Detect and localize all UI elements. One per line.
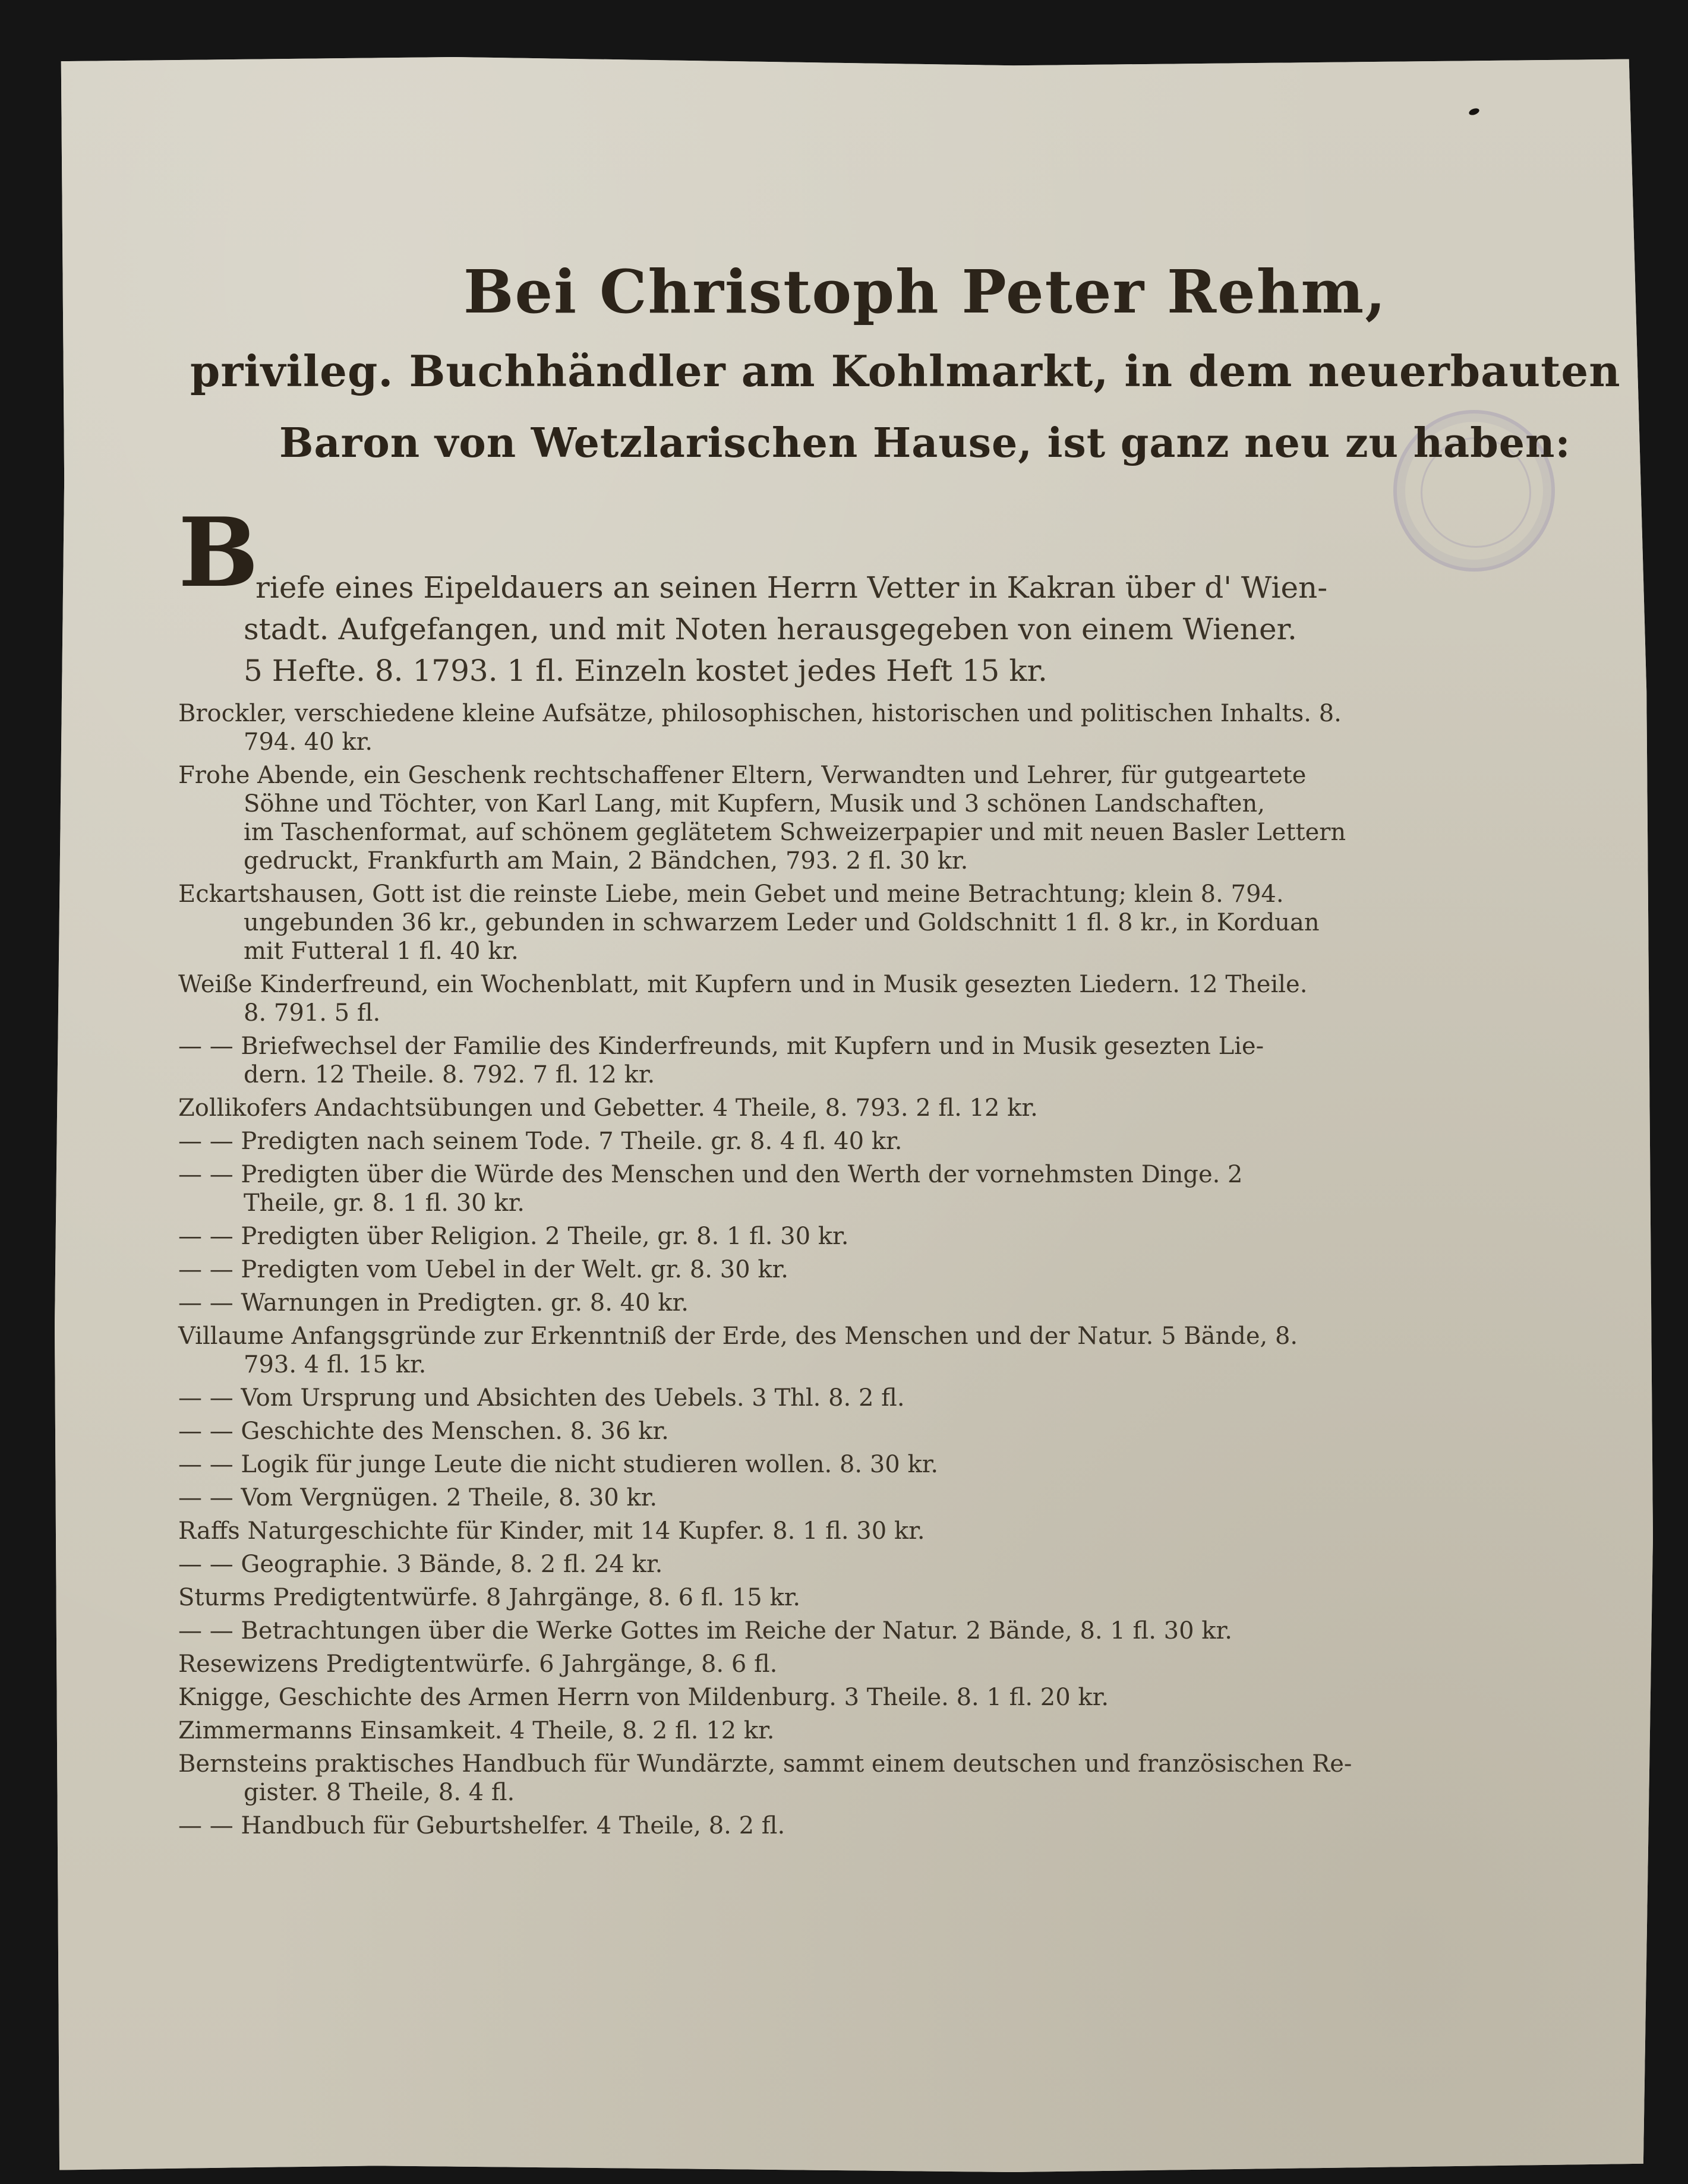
book-entry-line: — — Predigten über die Würde des Menschen und den Werth der vornehmsten Dinge. 2 [178,1161,1243,1188]
book-entry-line: — — Predigten nach seinem Tode. 7 Theile. gr. 8. 4 fl. 40 kr. [178,1128,903,1155]
book-entry-line: — — Warnungen in Predigten. gr. 8. 40 kr. [178,1289,689,1317]
book-entry-line: — — Logik für junge Leute die nicht studieren wollen. 8. 30 kr. [178,1451,939,1478]
book-entry-line: — — Handbuch für Geburtshelfer. 4 Theile, 8. 2 fl. [178,1812,785,1839]
book-entry-line: dern. 12 Theile. 8. 792. 7 fl. 12 kr. [244,1061,655,1088]
book-entry-line: gister. 8 Theile, 8. 4 fl. [244,1779,515,1806]
book-entry-line: — — Geschichte des Menschen. 8. 36 kr. [178,1418,669,1445]
book-entry-line: — — Predigten über Religion. 2 Theile, gr. 8. 1 fl. 30 kr. [178,1223,849,1250]
book-entry-line: Eckartshausen, Gott ist die reinste Liebe, mein Gebet und meine Betrachtung; klein 8. 794. [178,880,1284,908]
book-entry-line: gedruckt, Frankfurth am Main, 2 Bändchen, 793. 2 fl. 30 kr. [244,847,968,875]
book-entry-line: Weiße Kinderfreund, ein Wochenblatt, mit Kupfern und in Musik gesezten Liedern. 12 Theile. [178,971,1308,998]
book-entry-line: Zimmermanns Einsamkeit. 4 Theile, 8. 2 fl. 12 kr. [178,1717,775,1744]
book-entry-line: mit Futteral 1 fl. 40 kr. [244,938,519,965]
book-entry-line: Resewizens Predigtentwürfe. 6 Jahrgänge, 8. 6 fl. [178,1650,778,1678]
book-entry-line: 793. 4 fl. 15 kr. [244,1351,427,1378]
book-entry-line: — — Vom Ursprung und Absichten des Uebels. 3 Thl. 8. 2 fl. [178,1384,905,1412]
book-entry-line: Bernsteins praktisches Handbuch für Wundärzte, sammt einem deutschen und französischen Re- [178,1750,1352,1778]
book-entry-line: — — Betrachtungen über die Werke Gottes im Reiche der Natur. 2 Bände, 8. 1 fl. 30 kr. [178,1617,1232,1645]
book-entry-line: Raffs Naturgeschichte für Kinder, mit 14 Kupfer. 8. 1 fl. 30 kr. [178,1517,925,1545]
book-entry-line: 8. 791. 5 fl. [244,999,381,1027]
book-entry-line: 794. 40 kr. [244,728,373,756]
book-entry-line: im Taschenformat, auf schönem geglätetem Schweizerpapier und mit neuen Basler Lettern [244,819,1346,846]
intro-line: 5 Hefte. 8. 1793. 1 fl. Einzeln kostet jedes Heft 15 kr. [244,654,1047,688]
intro-line: riefe eines Eipeldauers an seinen Herrn Vetter in Kakran über d' Wien- [255,570,1328,605]
book-entry-line: Frohe Abende, ein Geschenk rechtschaffener Eltern, Verwandten und Lehrer, für gutgeartete [178,762,1307,789]
book-entry-line: — — Vom Vergnügen. 2 Theile, 8. 30 kr. [178,1484,658,1511]
book-entry-line: — — Briefwechsel der Familie des Kinderfreunds, mit Kupfern und in Musik gesezten Lie- [178,1033,1264,1060]
book-entry-line: ungebunden 36 kr., gebunden in schwarzem Leder und Goldschnitt 1 fl. 8 kr., in Korduan [244,909,1320,936]
publisher-address-line2: Baron von Wetzlarischen Hause, ist ganz neu zu haben: [279,419,1571,467]
drop-cap: B [178,497,259,608]
book-entry-line: Theile, gr. 8. 1 fl. 30 kr. [244,1189,525,1217]
book-entry-line: — — Predigten vom Uebel in der Welt. gr. 8. 30 kr. [178,1256,788,1283]
intro-line: stadt. Aufgefangen, und mit Noten herausgegeben von einem Wiener. [244,612,1297,646]
book-entry-line: Brockler, verschiedene kleine Aufsätze, philosophischen, historischen und politischen Inhalts. 8. [178,700,1342,727]
book-entry-line: Sturms Predigtentwürfe. 8 Jahrgänge, 8. 6 fl. 15 kr. [178,1584,801,1611]
publisher-address-line1: privileg. Buchhändler am Kohlmarkt, in dem neuerbauten [190,346,1621,396]
book-entry-line: Villaume Anfangsgründe zur Erkenntniß der Erde, des Menschen und der Natur. 5 Bände, 8. [178,1323,1298,1350]
book-entry-line: — — Geographie. 3 Bände, 8. 2 fl. 24 kr. [178,1551,663,1578]
book-entry-line: Knigge, Geschichte des Armen Herrn von Mildenburg. 3 Theile. 8. 1 fl. 20 kr. [178,1684,1109,1711]
publisher-name: Bei Christoph Peter Rehm, [463,257,1387,327]
book-entry-line: Söhne und Töchter, von Karl Lang, mit Kupfern, Musik und 3 schönen Landschaften, [244,790,1265,818]
book-entry-line: Zollikofers Andachtsübungen und Gebetter. 4 Theile, 8. 793. 2 fl. 12 kr. [178,1094,1038,1122]
